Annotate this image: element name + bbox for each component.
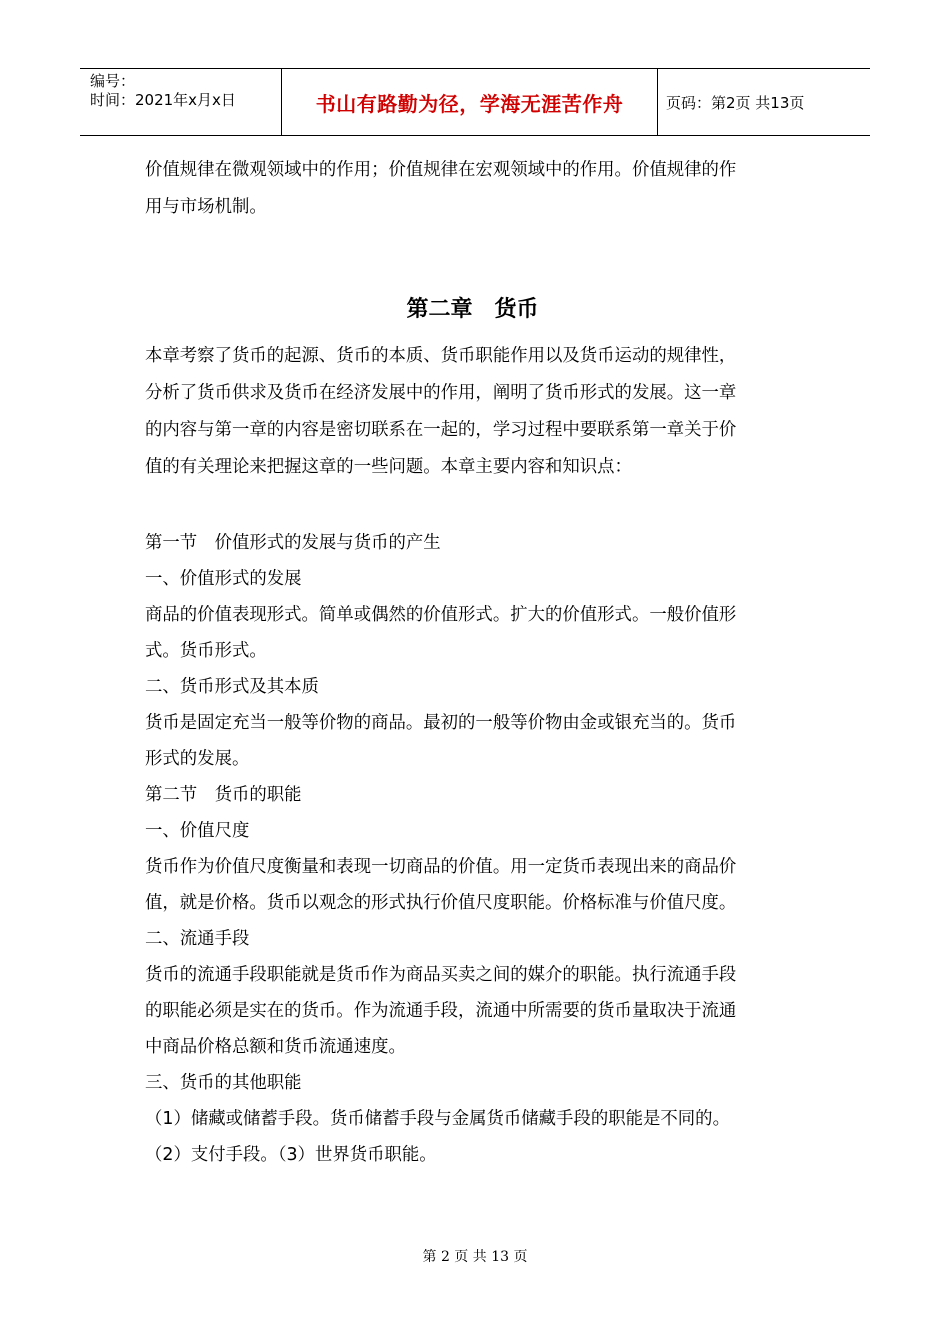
section-heading: 第一节 价值形式的发展与货币的产生	[145, 533, 441, 553]
body-line: 货币是固定充当一般等价物的商品。最初的一般等价物由金或银充当的。货币	[145, 713, 737, 733]
body-line: 的职能必须是实在的货币。作为流通手段，流通中所需要的货币量取决于流通	[145, 1001, 737, 1021]
document-body	[145, 152, 800, 1173]
header-meta	[80, 69, 282, 135]
subsection-heading: 三、货币的其他职能	[145, 1073, 302, 1093]
chapter-intro-line: 值的有关理论来把握这章的一些问题。本章主要内容和知识点：	[145, 457, 632, 477]
chapter-intro-line: 的内容与第一章的内容是密切联系在一起的，学习过程中要联系第一章关于价	[145, 420, 737, 440]
body-line: 式。货币形式。	[145, 641, 267, 661]
header-page-info: 页码：第2页 共13页	[666, 93, 805, 112]
chapter-title: 第二章 货币	[406, 297, 539, 322]
intro-line: 用与市场机制。	[145, 197, 267, 217]
body-line: 中商品价格总额和货币流通速度。	[145, 1037, 406, 1057]
subsection-heading: 二、流通手段	[145, 929, 250, 949]
body-line: 形式的发展。	[145, 749, 250, 769]
body-line: 货币的流通手段职能就是货币作为商品买卖之间的媒介的职能。执行流通手段	[145, 965, 737, 985]
body-line: 货币作为价值尺度衡量和表现一切商品的价值。用一定货币表现出来的商品价	[145, 857, 737, 877]
date-line: 时间：2021年x月x日	[90, 91, 236, 109]
subsection-heading: 一、价值形式的发展	[145, 569, 302, 589]
chapter-intro-line: 本章考察了货币的起源、货币的本质、货币职能作用以及货币运动的规律性，	[145, 346, 737, 366]
page-header	[80, 68, 870, 136]
subsection-heading: 二、货币形式及其本质	[145, 677, 319, 697]
chapter-intro-line: 分析了货币供求及货币在经济发展中的作用，阐明了货币形式的发展。这一章	[145, 383, 737, 403]
number-label: 编号：	[90, 72, 136, 90]
section-heading: 第二节 货币的职能	[145, 785, 302, 805]
body-line: 值，就是价格。货币以观念的形式执行价值尺度职能。价格标准与价值尺度。	[145, 893, 737, 913]
header-motto: 书山有路勤为径，学海无涯苦作舟	[282, 69, 658, 135]
body-line: 商品的价值表现形式。简单或偶然的价值形式。扩大的价值形式。一般价值形	[145, 605, 737, 625]
page-footer: 第 2 页 共 13 页	[422, 1249, 528, 1265]
intro-line: 价值规律在微观领域中的作用；价值规律在宏观领域中的作用。价值规律的作	[145, 160, 737, 180]
body-line: （1）储藏或储蓄手段。货币储蓄手段与金属货币储藏手段的职能是不同的。	[145, 1109, 730, 1129]
body-line: （2）支付手段。（3）世界货币职能。	[145, 1145, 437, 1165]
subsection-heading: 一、价值尺度	[145, 821, 250, 841]
